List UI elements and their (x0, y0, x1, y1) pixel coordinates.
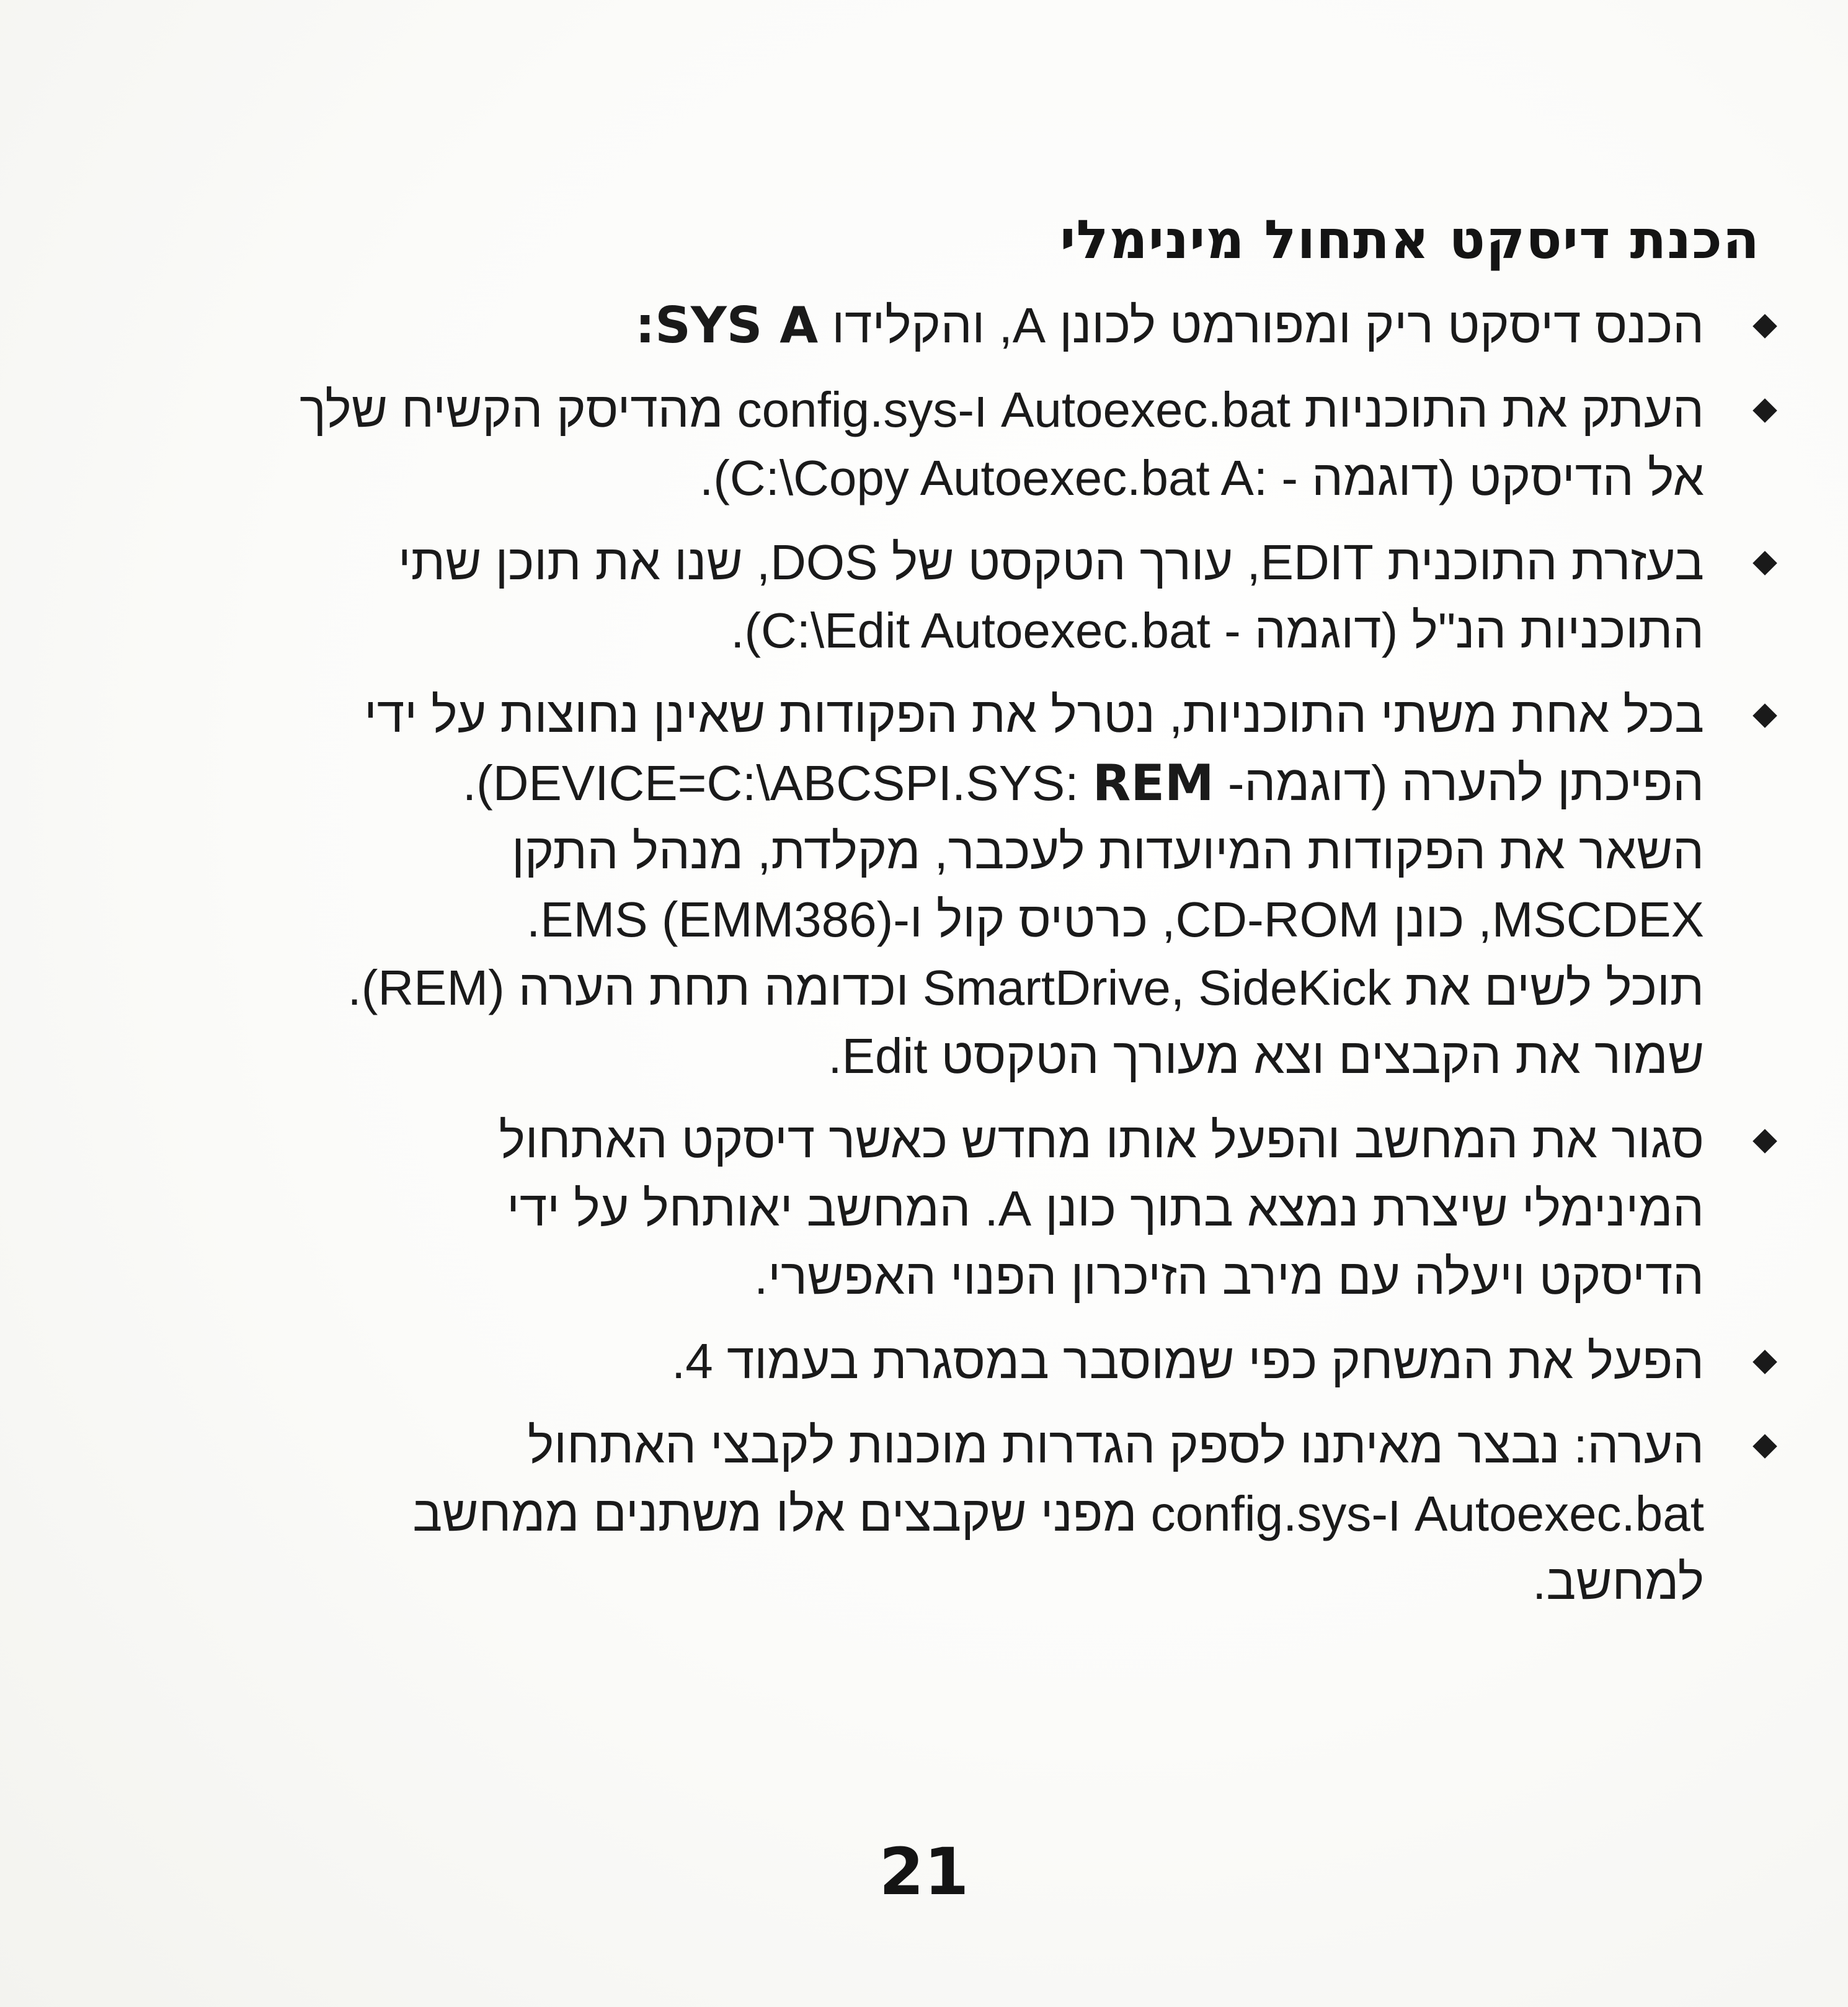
diamond-bullet-icon (1752, 314, 1777, 339)
text-line (117, 1412, 1704, 1480)
page-title: הכנת דיסקט אתחול מינימלי (1060, 209, 1760, 271)
list-item-text (117, 1106, 1704, 1311)
command-example: C:\Edit Autoexec.bat (760, 603, 1211, 658)
list-item (117, 681, 1791, 1090)
text-run: הפיכתן להערה (דוגמה- (1214, 755, 1704, 811)
text-run: העתק את התוכניות Autoexec.bat ו-config.sys מהדיסק הקשיח שלך (300, 382, 1704, 437)
text-run: הדיסקט ויעלה עם מירב הזיכרון הפנוי האפשרי. (754, 1249, 1704, 1304)
text-line (117, 1548, 1704, 1616)
text-line (117, 1480, 1704, 1548)
list-item (117, 291, 1791, 360)
list-item (117, 376, 1791, 512)
text-line (117, 291, 1704, 360)
bullet-list (117, 291, 1791, 1632)
text-line (117, 1106, 1704, 1175)
list-item-text (117, 376, 1704, 512)
text-line (117, 954, 1704, 1022)
page-number: 21 (879, 1834, 969, 1910)
text-run: סגור את המחשב והפעל אותו מחדש כאשר דיסקט האתחול (499, 1113, 1704, 1168)
text-run: ). (462, 755, 493, 811)
text-run: Autoexec.bat ו-config.sys מפני שקבצים אלו משתנים ממחשב (412, 1486, 1704, 1541)
text-line (117, 681, 1704, 749)
text-line (117, 817, 1704, 886)
list-item (117, 1106, 1791, 1311)
diamond-bullet-icon (1752, 703, 1777, 728)
text-run: MSCDEX, כונן CD-ROM, כרטיס קול ו-EMS (EMM386). (526, 892, 1704, 947)
list-item-text (117, 1327, 1704, 1395)
text-run: ). (700, 450, 730, 505)
list-item (117, 1412, 1791, 1616)
text-line (117, 1175, 1704, 1243)
text-line (117, 749, 1704, 817)
text-run: השאר את הפקודות המיועדות לעכבר, מקלדת, מנהל התקן (512, 824, 1704, 879)
list-item-text (117, 681, 1704, 1090)
text-line (117, 444, 1704, 512)
command-example: DEVICE=C:\ABCSPI.SYS: (492, 755, 1079, 811)
list-item (117, 1327, 1791, 1395)
diamond-bullet-icon (1752, 1434, 1777, 1459)
list-item (117, 528, 1791, 665)
bold-command: SYS A: (635, 296, 819, 354)
text-run: בעזרת התוכנית EDIT, עורך הטקסט של DOS, שנו את תוכן שתי (398, 535, 1704, 590)
command-example: C:\Copy Autoexec.bat A: (729, 450, 1268, 505)
list-item-text (117, 291, 1704, 360)
text-line (117, 1243, 1704, 1311)
text-line (117, 597, 1704, 665)
text-line (117, 886, 1704, 954)
text-run: אל הדיסקט (דוגמה - (1268, 450, 1704, 505)
text-run: תוכל לשים את SmartDrive, SideKick וכדומה תחת הערה (REM). (347, 960, 1704, 1015)
text-run: ). (731, 603, 761, 658)
text-run: בכל אחת משתי התוכניות, נטרל את הפקודות שאינן נחוצות על ידי (364, 687, 1704, 742)
text-line (117, 376, 1704, 444)
diamond-bullet-icon (1752, 1129, 1777, 1154)
text-run: הפעל את המשחק כפי שמוסבר במסגרת בעמוד 4. (672, 1333, 1704, 1389)
diamond-bullet-icon (1752, 551, 1777, 576)
text-run: למחשב. (1532, 1554, 1704, 1609)
text-line (117, 1022, 1704, 1090)
bold-command: REM (1092, 754, 1214, 812)
text-line (117, 1327, 1704, 1395)
text-run: הערה: נבצר מאיתנו לספק הגדרות מוכנות לקבצי האתחול (527, 1418, 1704, 1473)
text-run: התוכניות הנ"ל (דוגמה - (1210, 603, 1704, 658)
diamond-bullet-icon (1752, 398, 1777, 423)
list-item-text (117, 528, 1704, 665)
text-line (117, 528, 1704, 597)
diamond-bullet-icon (1752, 1350, 1777, 1374)
text-run: הכנס דיסקט ריק ומפורמט לכונן A, והקלידו (818, 298, 1704, 353)
text-run: המינימלי שיצרת נמצא בתוך כונן A. המחשב יאותחל על ידי (507, 1181, 1704, 1236)
text-run (1079, 755, 1093, 811)
text-run: שמור את הקבצים וצא מעורך הטקסט Edit. (828, 1028, 1704, 1084)
list-item-text (117, 1412, 1704, 1616)
